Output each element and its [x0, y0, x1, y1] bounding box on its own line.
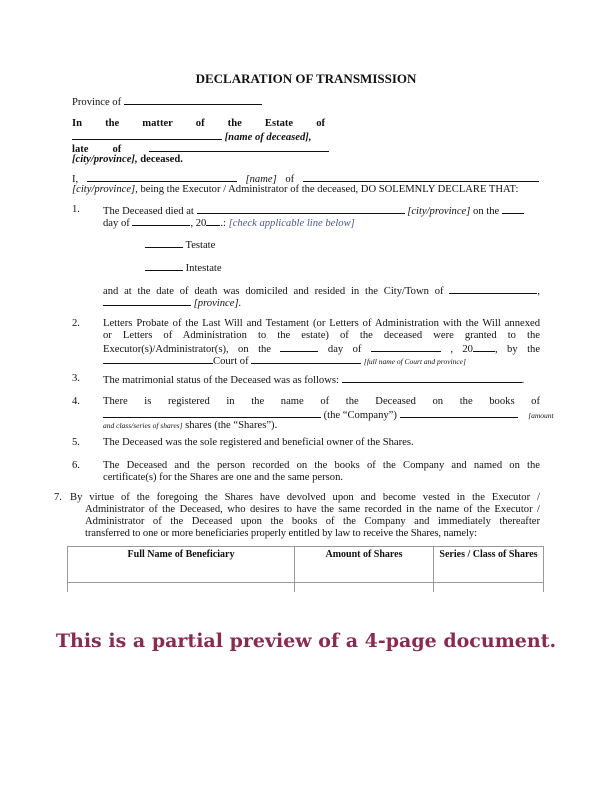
fill-in-blank[interactable]: [103, 408, 321, 418]
text-fragment: and class/series of shares]: [103, 421, 183, 430]
item-7-line-4: transferred to one or more beneficiaries properly entitled by law to receive the Shares, namely:: [85, 528, 477, 539]
deceased-name-blank[interactable]: [72, 130, 222, 140]
text-fragment: The Deceased died at: [103, 206, 194, 217]
text-fragment: In: [72, 118, 83, 129]
table-header-row: [68, 547, 544, 583]
item-2-line-1: Letters Probate of the Last Will and Testament (or Letters of Administration with the Will annexed: [103, 318, 540, 329]
item-number: 2.: [72, 318, 80, 329]
province-label: Province of: [72, 97, 122, 108]
text-fragment: of: [112, 144, 122, 155]
item-2-line-4: [103, 354, 466, 368]
table-row: [68, 583, 544, 592]
fill-in-blank[interactable]: [280, 342, 318, 352]
text-fragment: Executor(s)/Administrator(s), on the: [103, 344, 272, 355]
declarant-line-2: [72, 184, 518, 196]
text-fragment: [city/province],: [72, 154, 138, 165]
name-hint: [name of deceased],: [224, 132, 312, 143]
fill-in-blank[interactable]: [103, 296, 191, 306]
text-fragment: , 20: [450, 344, 473, 355]
item-number: 5.: [72, 437, 80, 448]
text-fragment: the: [227, 118, 242, 129]
fill-in-blank[interactable]: [473, 342, 495, 352]
declarant-city-blank[interactable]: [303, 172, 539, 182]
intestate-option[interactable]: [145, 261, 222, 275]
item-1-line-4: [103, 296, 241, 310]
text-fragment: .:: [220, 218, 226, 229]
item-6-line-2: certificate(s) for the Shares are one and the same person.: [103, 472, 344, 483]
column-header-series-class: Series / Class of Shares: [434, 547, 544, 583]
item-1-line-3: and at the date of death was domiciled and resided in the City/Town of ,: [103, 286, 540, 297]
item-3-line: The matrimonial status of the Deceased was as follows: .: [103, 375, 525, 386]
text-fragment: Testate: [185, 240, 216, 251]
text-fragment: [city/province]: [407, 206, 471, 217]
text-fragment: [full name of Court and province]: [363, 357, 466, 366]
text-fragment: day of: [327, 344, 362, 355]
text-fragment: (the “Company”): [323, 410, 397, 421]
item-7-line-2: Administrator of the Deceased, who desires to have the same recorded in the name of the Executor /: [85, 504, 540, 515]
item-number: 4.: [72, 396, 80, 407]
text-fragment: , 20: [190, 218, 207, 229]
fill-in-blank[interactable]: [206, 216, 220, 226]
fill-in-blank[interactable]: [145, 261, 183, 271]
text-fragment: late: [72, 144, 89, 155]
document-title: DECLARATION OF TRANSMISSION: [195, 71, 417, 86]
declarant-name-blank[interactable]: [87, 172, 237, 182]
fill-in-blank[interactable]: [342, 373, 522, 383]
text-fragment: matter: [142, 118, 173, 129]
deceased-city-line: [72, 154, 183, 166]
text-fragment: of: [285, 174, 295, 185]
item-5-line: The Deceased was the sole registered and beneficial owner of the Shares.: [103, 437, 414, 448]
text-fragment: of: [195, 118, 205, 129]
fill-in-blank[interactable]: [251, 354, 361, 364]
text-fragment: [name]: [245, 174, 277, 185]
item-6-line-1: The Deceased and the person recorded on the books of the Company and named on the: [103, 460, 540, 471]
province-blank[interactable]: [124, 95, 262, 105]
matter-line: [72, 118, 325, 130]
late-of-blank[interactable]: [149, 142, 329, 152]
item-7-line-3: Administrator of the Deceased upon the books of the Company and immediately thereafter: [85, 516, 540, 527]
item-number: 3.: [72, 373, 80, 384]
text-fragment: The matrimonial status of the Deceased was as follows:: [103, 375, 339, 386]
column-header-amount: Amount of Shares: [295, 547, 434, 583]
fill-in-blank[interactable]: [502, 204, 524, 214]
item-4-line-1: There is registered in the name of the Deceased on the books of: [103, 396, 540, 407]
testate-option[interactable]: [145, 238, 215, 252]
beneficiary-name-cell[interactable]: [68, 583, 295, 592]
fill-in-blank[interactable]: [449, 284, 537, 294]
text-fragment: of: [316, 118, 326, 129]
text-fragment: shares (the “Shares”).: [185, 420, 278, 431]
text-fragment: Estate: [264, 118, 294, 129]
text-fragment: being the Executor / Administrator of the deceased, DO SOLEMNLY DECLARE THAT:: [140, 184, 519, 195]
item-7-line-1: By virtue of the foregoing the Shares have devolved upon and become vested in the Executor /: [70, 492, 540, 503]
text-fragment: [city/province],: [72, 184, 138, 195]
fill-in-blank[interactable]: [400, 408, 518, 418]
fill-in-blank[interactable]: [197, 204, 405, 214]
text-fragment: I,: [72, 174, 79, 185]
series-class-cell[interactable]: [434, 583, 544, 592]
fill-in-blank[interactable]: [145, 238, 183, 248]
text-fragment: [amount: [528, 411, 554, 420]
text-fragment: Intestate: [185, 263, 222, 274]
fill-in-blank[interactable]: [371, 342, 441, 352]
text-fragment: , by the: [494, 344, 541, 355]
item-4-line-3: [103, 420, 277, 432]
item-1-line-2: [103, 216, 355, 230]
item-number: 1.: [72, 204, 80, 215]
item-2-line-2: or Letters of Administration to the estate) of the deceased were granted to the: [103, 330, 540, 341]
text-fragment: [province].: [193, 298, 242, 309]
item-number: 6.: [72, 460, 80, 471]
text-fragment: [check applicable line below]: [228, 218, 355, 229]
text-fragment: deceased.: [140, 154, 183, 165]
province-line: [72, 95, 262, 109]
amount-cell[interactable]: [295, 583, 434, 592]
preview-notice: This is a partial preview of a 4-page document.: [55, 630, 557, 652]
text-fragment: on the: [473, 206, 500, 217]
fill-in-blank[interactable]: [103, 354, 213, 364]
beneficiary-table: [67, 546, 544, 592]
column-header-beneficiary-name: Full Name of Beneficiary: [68, 547, 295, 583]
item-number: 7.: [54, 492, 62, 503]
text-fragment: the: [105, 118, 120, 129]
text-fragment: and at the date of death was domiciled and resided in the City/Town of: [103, 286, 444, 297]
fill-in-blank[interactable]: [132, 216, 190, 226]
text-fragment: day of: [103, 218, 130, 229]
text-fragment: Court of: [213, 356, 249, 367]
